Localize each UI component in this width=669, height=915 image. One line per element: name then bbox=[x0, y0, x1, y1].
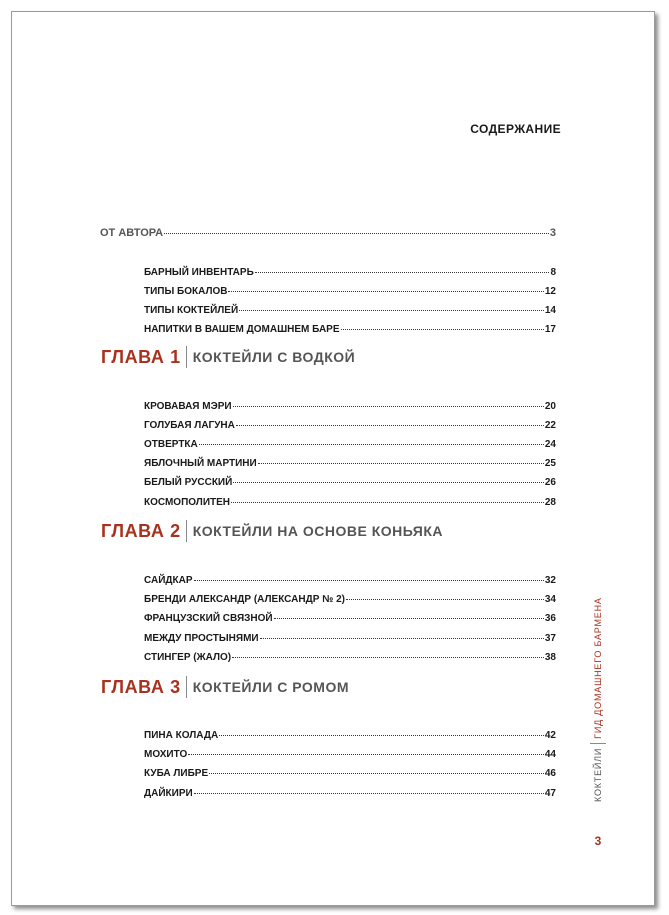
dot-leader bbox=[199, 444, 544, 445]
toc-entry-label: ТИПЫ БОКАЛОВ bbox=[144, 286, 228, 297]
toc-entry[interactable] bbox=[144, 633, 556, 647]
toc-entry-label: СТИНГЕР (ЖАЛО) bbox=[144, 652, 232, 663]
toc-entry-label: ГОЛУБАЯ ЛАГУНА bbox=[144, 420, 235, 431]
toc-entry-label: БЕЛЫЙ РУССКИЙ bbox=[144, 477, 233, 488]
toc-entry-page: 42 bbox=[544, 730, 556, 741]
toc-entry-page: 8 bbox=[550, 267, 556, 278]
toc-entry[interactable] bbox=[144, 401, 556, 415]
toc-entry-label: ЯБЛОЧНЫЙ МАРТИНИ bbox=[144, 458, 257, 469]
toc-entry-page: 38 bbox=[544, 652, 556, 663]
dot-leader bbox=[258, 463, 544, 464]
toc-entry-page: 3 bbox=[549, 227, 556, 239]
toc-entry-label: БРЕНДИ АЛЕКСАНДР (АЛЕКСАНДР № 2) bbox=[144, 594, 345, 605]
side-section-label: КОКТЕЙЛИ bbox=[593, 747, 603, 802]
toc-entry[interactable] bbox=[144, 652, 556, 666]
toc-entry-page: 12 bbox=[544, 286, 556, 297]
toc-entry-label: КОСМОПОЛИТЕН bbox=[144, 497, 231, 508]
dot-leader bbox=[164, 233, 549, 234]
toc-entry-page: 32 bbox=[544, 575, 556, 586]
toc-entry-author[interactable] bbox=[100, 227, 556, 241]
chapter-title: КОКТЕЙЛИ С РОМОМ bbox=[192, 679, 350, 695]
chapter-title: КОКТЕЙЛИ НА ОСНОВЕ КОНЬЯКА bbox=[192, 523, 443, 539]
toc-entry[interactable] bbox=[144, 749, 556, 763]
toc-entry-label: ПИНА КОЛАДА bbox=[144, 730, 219, 741]
toc-entry-label: БАРНЫЙ ИНВЕНТАРЬ bbox=[144, 267, 254, 278]
toc-entry-label: ОТ АВТОРА bbox=[100, 227, 164, 239]
dot-leader bbox=[239, 310, 544, 311]
toc-entry-label: ОТВЕРТКА bbox=[144, 439, 198, 450]
toc-entry-page: 25 bbox=[544, 458, 556, 469]
toc-entry-page: 28 bbox=[544, 497, 556, 508]
toc-entry[interactable] bbox=[144, 458, 556, 472]
chapter-2-heading[interactable] bbox=[101, 519, 443, 543]
toc-entry-label: МЕЖДУ ПРОСТЫНЯМИ bbox=[144, 633, 259, 644]
toc-entry[interactable] bbox=[144, 730, 556, 744]
toc-heading: СОДЕРЖАНИЕ bbox=[470, 122, 561, 136]
page-number: 3 bbox=[594, 834, 602, 848]
chapter-label: ГЛАВА 2 bbox=[101, 520, 181, 541]
chapter-label: ГЛАВА 1 bbox=[101, 346, 181, 367]
toc-entry[interactable] bbox=[144, 324, 556, 338]
toc-entry-page: 37 bbox=[544, 633, 556, 644]
toc-entry[interactable] bbox=[144, 613, 556, 627]
dot-leader bbox=[232, 657, 544, 658]
chapter-3-heading[interactable] bbox=[101, 675, 349, 699]
toc-entry[interactable] bbox=[144, 439, 556, 453]
toc-entry-label: САЙДКАР bbox=[144, 575, 193, 586]
dot-leader bbox=[233, 482, 544, 483]
toc-entry[interactable] bbox=[144, 594, 556, 608]
dot-leader bbox=[236, 425, 544, 426]
toc-entry-label: ФРАНЦУЗСКИЙ СВЯЗНОЙ bbox=[144, 613, 273, 624]
side-running-title bbox=[587, 592, 609, 802]
side-divider bbox=[590, 743, 606, 744]
dot-leader bbox=[231, 502, 544, 503]
toc-entry[interactable] bbox=[144, 477, 556, 491]
toc-entry[interactable] bbox=[144, 497, 556, 511]
toc-entry-page: 26 bbox=[544, 477, 556, 488]
toc-entry-page: 20 bbox=[544, 401, 556, 412]
toc-entry-page: 47 bbox=[544, 788, 556, 799]
chapter-label: ГЛАВА 3 bbox=[101, 676, 181, 697]
chapter-title: КОКТЕЙЛИ С ВОДКОЙ bbox=[192, 349, 356, 365]
toc-entry-page: 36 bbox=[544, 613, 556, 624]
dot-leader bbox=[255, 272, 550, 273]
chapter-divider bbox=[186, 346, 187, 368]
chapter-divider bbox=[186, 520, 187, 542]
dot-leader bbox=[233, 406, 544, 407]
book-page bbox=[11, 11, 655, 906]
dot-leader bbox=[209, 773, 544, 774]
dot-leader bbox=[194, 580, 544, 581]
toc-entry-label: ДАЙКИРИ bbox=[144, 788, 193, 799]
toc-entry-page: 24 bbox=[544, 439, 556, 450]
dot-leader bbox=[260, 638, 544, 639]
toc-entry[interactable] bbox=[144, 575, 556, 589]
toc-entry-page: 17 bbox=[544, 324, 556, 335]
toc-entry[interactable] bbox=[144, 286, 556, 300]
toc-entry[interactable] bbox=[144, 267, 556, 281]
toc-entry-label: МОХИТО bbox=[144, 749, 188, 760]
toc-entry-page: 34 bbox=[544, 594, 556, 605]
toc-entry-label: ТИПЫ КОКТЕЙЛЕЙ bbox=[144, 305, 239, 316]
toc-entry-label: НАПИТКИ В ВАШЕМ ДОМАШНЕМ БАРЕ bbox=[144, 324, 340, 335]
dot-leader bbox=[274, 618, 544, 619]
toc-entry-page: 14 bbox=[544, 305, 556, 316]
chapter-1-heading[interactable] bbox=[101, 345, 355, 369]
dot-leader bbox=[188, 754, 544, 755]
chapter-divider bbox=[186, 676, 187, 698]
dot-leader bbox=[228, 291, 543, 292]
toc-entry-page: 44 bbox=[544, 749, 556, 760]
dot-leader bbox=[346, 599, 544, 600]
dot-leader bbox=[219, 735, 544, 736]
toc-entry[interactable] bbox=[144, 305, 556, 319]
toc-entry-page: 22 bbox=[544, 420, 556, 431]
toc-entry[interactable] bbox=[144, 788, 556, 802]
toc-entry[interactable] bbox=[144, 420, 556, 434]
side-book-title: ГИД ДОМАШНЕГО БАРМЕНА bbox=[593, 597, 603, 739]
toc-entry-label: КРОВАВАЯ МЭРИ bbox=[144, 401, 232, 412]
dot-leader bbox=[341, 329, 544, 330]
toc-entry-page: 46 bbox=[544, 768, 556, 779]
toc-entry[interactable] bbox=[144, 768, 556, 782]
toc-entry-label: КУБА ЛИБРЕ bbox=[144, 768, 209, 779]
dot-leader bbox=[194, 793, 544, 794]
